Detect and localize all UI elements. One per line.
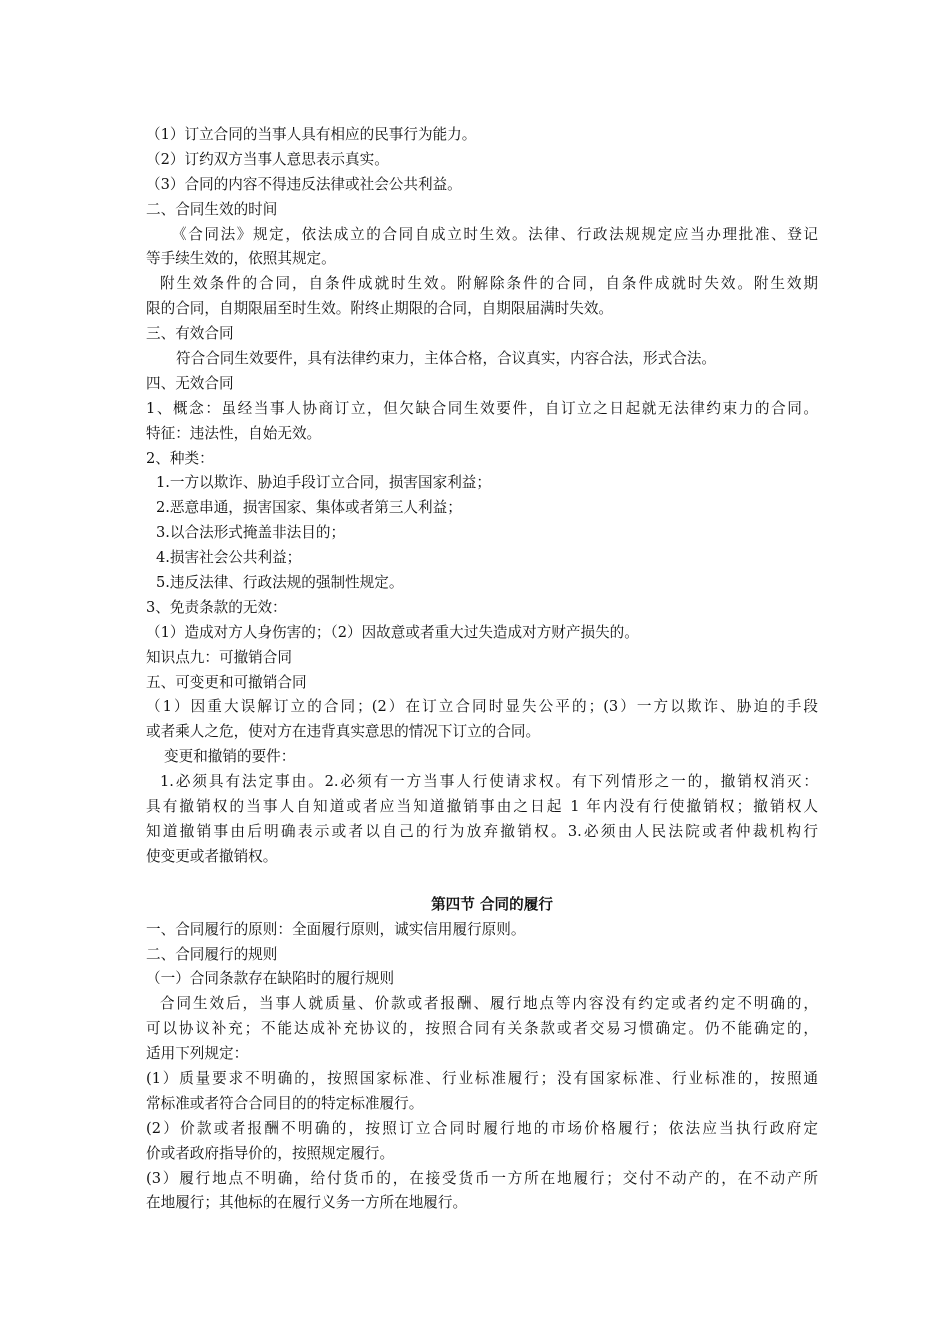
paragraph-line: 适用下列规定： [146, 1045, 249, 1063]
paragraph-line: 常标准或者符合合同目的的特定标准履行。 [146, 1094, 424, 1112]
list-item: 2.恶意串通，损害国家、集体或者第三人利益； [156, 499, 462, 517]
paragraph-line: (1）质量要求不明确的，按照国家标准、行业标准履行；没有国家标准、行业标准的，按照通 [146, 1069, 818, 1087]
paragraph-line: 或者乘人之危，使对方在违背真实意思的情况下订立的合同。 [146, 723, 541, 741]
list-item: 4.损害社会公共利益； [156, 549, 302, 567]
paragraph-line: 变更和撤销的要件： [164, 748, 296, 766]
paragraph-line: (3）履行地点不明确，给付货币的，在接受货币一方所在地履行；交付不动产的，在不动产所 [146, 1169, 818, 1187]
list-item: 1.一方以欺诈、胁迫手段订立合同，损害国家利益； [156, 474, 491, 492]
paragraph-line: 一、合同履行的原则：全面履行原则，诚实信用履行原则。 [146, 920, 526, 938]
paragraph-line: 附生效条件的合同，自条件成就时生效。附解除条件的合同，自条件成就时失效。附生效期 [160, 275, 818, 293]
paragraph-line: 价或者政府指导价的，按照规定履行。 [146, 1144, 395, 1162]
paragraph-line: 《合同法》规定，依法成立的合同自成立时生效。法律、行政法规规定应当办理批准、登记 [172, 225, 818, 243]
paragraph-line: 3、免责条款的无效： [146, 598, 287, 616]
document-body [146, 123, 818, 1216]
heading-line: 五、可变更和可撤销合同 [146, 673, 307, 691]
paragraph-line: （1）订立合同的当事人具有相应的民事行为能力。 [146, 126, 477, 143]
paragraph-line: 1.必须具有法定事由。2.必须有一方当事人行使请求权。有下列情形之一的，撤销权消灭： [160, 773, 818, 791]
heading-line: 三、有效合同 [146, 325, 234, 343]
blank-line [146, 870, 818, 893]
paragraph-line: 具有撤销权的当事人自知道或者应当知道撤销事由之日起 1 年内没有行使撤销权；撤销权人 [146, 798, 818, 816]
paragraph-line: （1）因重大误解订立的合同；(2）在订立合同时显失公平的；(3）一方以欺诈、胁迫的手段 [146, 698, 818, 716]
paragraph-line: 符合合同生效要件，具有法律约束力，主体合格，合议真实，内容合法，形式合法。 [176, 350, 716, 368]
paragraph-line: 等手续生效的，依照其规定。 [146, 250, 336, 268]
list-item: 5.违反法律、行政法规的强制性规定。 [156, 574, 404, 592]
paragraph-line: 可以协议补充；不能达成补充协议的，按照合同有关条款或者交易习惯确定。仍不能确定的， [146, 1020, 818, 1038]
paragraph-line: 知道撤销事由后明确表示或者以自己的行为放弃撤销权。3.必须由人民法院或者仲裁机构行 [146, 822, 818, 840]
paragraph-line: 2、种类： [146, 449, 214, 467]
paragraph-line: （2）订约双方当事人意思表示真实。 [146, 150, 389, 168]
list-item: 3.以合法形式掩盖非法目的； [156, 524, 346, 542]
paragraph-line: 1、概念：虽经当事人协商订立，但欠缺合同生效要件，自订立之日起就无法律约束力的合同。 [146, 399, 818, 417]
paragraph-line: 使变更或者撤销权。 [146, 847, 278, 865]
paragraph-line: (2）价款或者报酬不明确的，按照订立合同时履行地的市场价格履行；依法应当执行政府定 [146, 1119, 818, 1137]
paragraph-line: （3）合同的内容不得违反法律或社会公共利益。 [146, 175, 462, 193]
heading-line: 二、合同生效的时间 [146, 200, 278, 218]
paragraph-line: 在地履行；其他标的在履行义务一方所在地履行。 [146, 1194, 468, 1212]
section-title: 第四节 合同的履行 [431, 895, 553, 913]
paragraph-line: （1）造成对方人身伤害的；（2）因故意或者重大过失造成对方财产损失的。 [146, 623, 639, 641]
heading-line: 四、无效合同 [146, 374, 234, 392]
paragraph-line: 特征：违法性，自始无效。 [146, 424, 322, 442]
heading-line: （一）合同条款存在缺陷时的履行规则 [146, 970, 395, 988]
paragraph-line: 限的合同，自期限届至时生效。附终止期限的合同，自期限届满时失效。 [146, 300, 614, 318]
paragraph-line: 合同生效后，当事人就质量、价款或者报酬、履行地点等内容没有约定或者约定不明确的， [160, 995, 818, 1013]
heading-line: 二、合同履行的规则 [146, 945, 278, 963]
paragraph-line: 知识点九：可撤销合同 [146, 648, 292, 666]
